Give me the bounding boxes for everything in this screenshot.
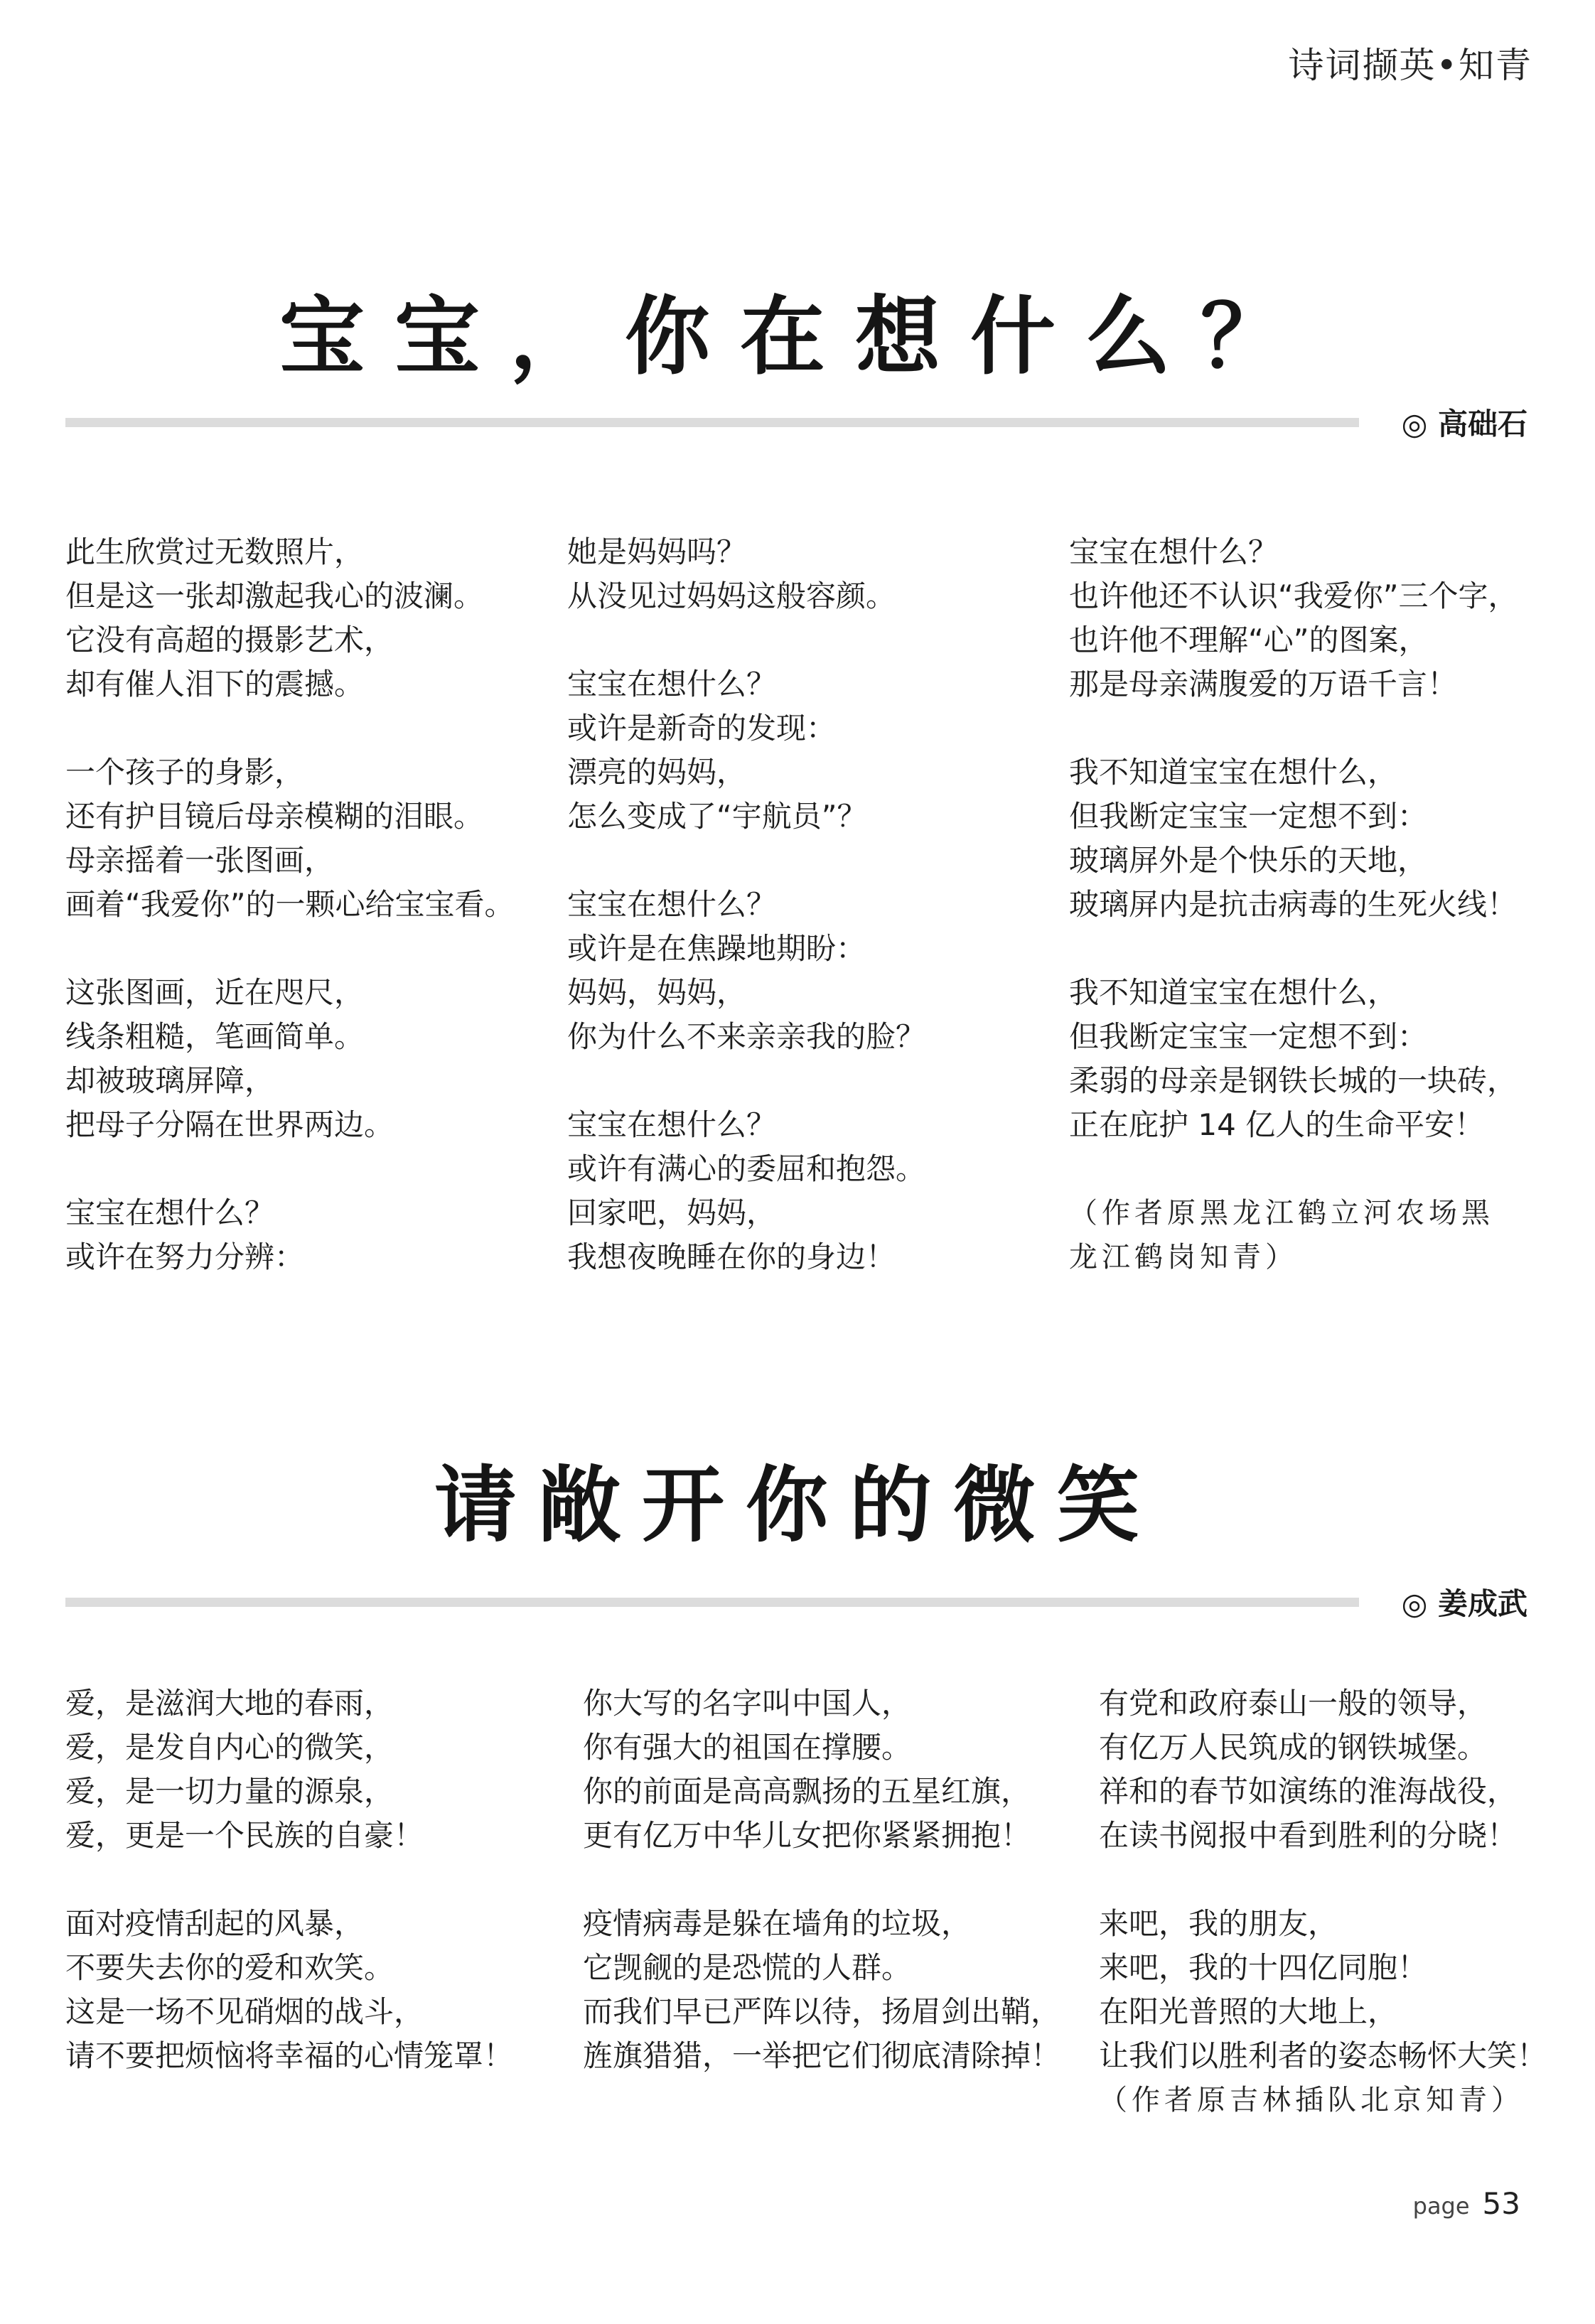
author-note	[1099, 2078, 1547, 2122]
stanza-break	[65, 706, 515, 751]
poem-line: 让我们以胜利者的姿态畅怀大笑！	[1099, 2038, 1547, 2073]
poem1-author: ◎ 高础石	[1401, 407, 1527, 441]
poem-line: 画着“我爱你”的一颗心给宝宝看。	[65, 887, 515, 922]
poem-line: 请不要把烦恼将幸福的心情笼罩！	[65, 2038, 514, 2073]
poem-line: 你有强大的祖国在撑腰。	[583, 1730, 912, 1765]
page-footer	[1413, 2186, 1520, 2221]
poem-line: 回家吧，妈妈，	[567, 1195, 777, 1230]
poem-line: 或许是在焦躁地期盼：	[567, 931, 866, 966]
poem2-title: 请敞开你的微笑	[434, 1458, 1161, 1554]
poem-line: 在读书阅报中看到胜利的分晓！	[1099, 1818, 1518, 1853]
stanza-break	[1099, 1858, 1547, 1902]
poem1-column-1	[65, 530, 515, 1279]
poem-line: 也许他不理解“心”的图案，	[1069, 623, 1429, 657]
poem-line: 爱，更是一个民族的自豪！	[65, 1818, 424, 1853]
poem-line: 母亲摇着一张图画，	[65, 843, 335, 878]
poem-line: 宝宝在想什么？	[65, 1195, 275, 1230]
poem-line: 怎么变成了“宇航员”？	[567, 799, 867, 834]
poem-line: 旌旗猎猎，一举把它们彻底清除掉！	[583, 2038, 1061, 2073]
poem-line: 这张图画，近在咫尺，	[65, 975, 365, 1010]
poem-line: 也许他还不认识“我爱你”三个字，	[1069, 579, 1518, 613]
poem2-column-2	[583, 1682, 1060, 2078]
poem-line: 有党和政府泰山一般的领导，	[1099, 1686, 1488, 1721]
page-number: 53	[1482, 2186, 1520, 2221]
poem-line: 正在庇护 14 亿人的生命平安！	[1069, 1107, 1485, 1142]
poem-line: 爱，是一切力量的源泉，	[65, 1774, 394, 1809]
poem-line: 宝宝在想什么？	[567, 667, 777, 701]
poem-line: 却有催人泪下的震撼。	[65, 667, 365, 701]
poem-line: 一个孩子的身影，	[65, 755, 305, 790]
poem2-column-3	[1099, 1682, 1547, 2122]
poem-line: 它没有高超的摄影艺术，	[65, 623, 394, 657]
stanza-break	[567, 839, 925, 883]
poem-line: 你为什么不来亲亲我的脸？	[567, 1019, 926, 1054]
poem-line: 我想夜晚睡在你的身边！	[567, 1239, 896, 1274]
poem-line: 它觊觎的是恐慌的人群。	[583, 1950, 912, 1985]
stanza-break	[1069, 927, 1518, 971]
poem1-column-2	[567, 530, 925, 1279]
stanza-break	[65, 1147, 515, 1191]
author-note-line: 龙江鹤岗知青）	[1069, 1241, 1298, 1274]
poem-line: 祥和的春节如演练的淮海战役，	[1099, 1774, 1518, 1809]
poem2-column-1	[65, 1682, 513, 2078]
poem-line: 妈妈，妈妈，	[567, 975, 747, 1010]
poem-line: 来吧，我的朋友，	[1099, 1906, 1338, 1941]
stanza-break	[567, 618, 925, 662]
poem-line: 还有护目镜后母亲模糊的泪眼。	[65, 799, 484, 834]
poem-line: 她是妈妈吗？	[567, 534, 747, 569]
author-note-line: （作者原黑龙江鹤立河农场黑	[1069, 1197, 1494, 1230]
poem-line: 不要失去你的爱和欢笑。	[65, 1950, 394, 1985]
poem-line: 此生欣赏过无数照片，	[65, 534, 365, 569]
poem-line: 宝宝在想什么？	[567, 887, 777, 922]
poem-line: 或许有满心的委屈和抱怨。	[567, 1151, 926, 1186]
poem-line: 宝宝在想什么？	[1069, 534, 1279, 569]
poem1-title: 宝宝，你在想什么？	[279, 288, 1316, 387]
stanza-break	[1069, 706, 1518, 751]
stanza-break	[583, 1858, 1060, 1902]
poem-line: 面对疫情刮起的风暴，	[65, 1906, 365, 1941]
poem-line: 在阳光普照的大地上，	[1099, 1994, 1398, 2029]
poem-line: 我不知道宝宝在想什么，	[1069, 975, 1398, 1010]
poem1-column-3	[1069, 530, 1518, 1279]
poem-line: 来吧，我的十四亿同胞！	[1099, 1950, 1428, 1985]
author-note-line: （作者原吉林插队北京知青）	[1099, 2084, 1524, 2116]
poem-line: 却被玻璃屏障，	[65, 1063, 275, 1098]
poem2-author: ◎ 姜成武	[1401, 1586, 1527, 1621]
poem2-title-rule	[65, 1598, 1359, 1607]
poem-line: 那是母亲满腹爱的万语千言！	[1069, 667, 1458, 701]
author-note	[1069, 1191, 1518, 1279]
poem-line: 从没见过妈妈这般容颜。	[567, 579, 896, 613]
poem-line: 或许在努力分辨：	[65, 1239, 305, 1274]
poem-line: 玻璃屏内是抗击病毒的生死火线！	[1069, 887, 1518, 922]
poem-line: 爱，是滋润大地的春雨，	[65, 1686, 394, 1721]
poem-line: 玻璃屏外是个快乐的天地，	[1069, 843, 1428, 878]
poem-line: 但我断定宝宝一定想不到：	[1069, 799, 1428, 834]
poem-line: 更有亿万中华儿女把你紧紧拥抱！	[583, 1818, 1031, 1853]
section-header: 诗词撷英•知青	[1288, 45, 1532, 86]
poem-line: 但我断定宝宝一定想不到：	[1069, 1019, 1428, 1054]
poem-line: 把母子分隔在世界两边。	[65, 1107, 394, 1142]
poem-line: 你的前面是高高飘扬的五星红旗，	[583, 1774, 1031, 1809]
poem-line: 线条粗糙，笔画简单。	[65, 1019, 365, 1054]
poem1-title-rule	[65, 418, 1359, 427]
poem-line: 我不知道宝宝在想什么，	[1069, 755, 1398, 790]
stanza-break	[567, 1059, 925, 1103]
poem-line: 或许是新奇的发现：	[567, 711, 837, 746]
stanza-break	[1069, 1147, 1518, 1191]
poem-line: 而我们早已严阵以待，扬眉剑出鞘，	[583, 1994, 1061, 2029]
poem-line: 疫情病毒是躲在墙角的垃圾，	[583, 1906, 972, 1941]
poem-line: 但是这一张却激起我心的波澜。	[65, 579, 484, 613]
poem-line: 你大写的名字叫中国人，	[583, 1686, 912, 1721]
page-label: page	[1412, 2193, 1470, 2220]
poem-line: 漂亮的妈妈，	[567, 755, 747, 790]
poem-line: 宝宝在想什么？	[567, 1107, 777, 1142]
poem-line: 柔弱的母亲是钢铁长城的一块砖，	[1069, 1063, 1518, 1098]
poem-line: 有亿万人民筑成的钢铁城堡。	[1099, 1730, 1488, 1765]
stanza-break	[65, 927, 515, 971]
poem-line: 爱，是发自内心的微笑，	[65, 1730, 394, 1765]
stanza-break	[65, 1858, 513, 1902]
poem-line: 这是一场不见硝烟的战斗，	[65, 1994, 424, 2029]
